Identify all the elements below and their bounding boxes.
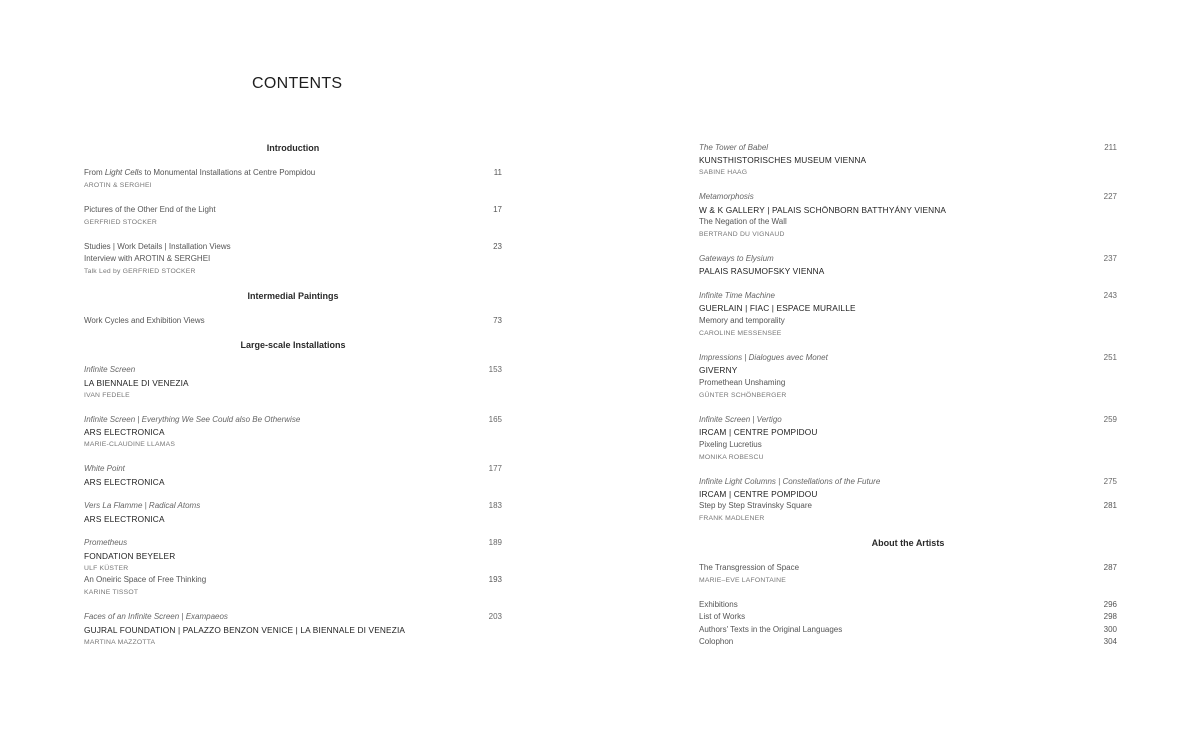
toc-entry[interactable] [84,464,502,474]
page-number: 153 [488,365,502,374]
entry-author: MARIE–EVE LAFONTAINE [699,577,786,584]
page-number: 17 [493,205,502,214]
entry-venue: GUERLAIN | FIAC | ESPACE MURAILLE [699,303,856,313]
entry-venue: LA BIENNALE DI VENEZIA [84,378,189,388]
entry-author: IVAN FEDELE [84,392,130,399]
entry-title: From Light Cells to Monumental Installations at Centre Pompidou [84,168,316,177]
toc-entry[interactable] [699,612,1117,622]
entry-title: Gateways to Elysium [699,254,774,263]
entry-title: Infinite Screen | Vertigo [699,415,782,424]
toc-entry[interactable] [699,192,1117,202]
entry-author: SABINE HAAG [699,169,748,176]
toc-entry[interactable] [699,563,1117,573]
page-number: 165 [488,415,502,424]
page-number: 296 [1103,600,1117,609]
entry-title: Exhibitions [699,600,738,609]
entry-subtitle: Promethean Unshaming [699,378,786,387]
toc-entry[interactable] [84,538,502,548]
page-number: 287 [1103,563,1117,572]
entry-title: Colophon [699,637,734,646]
page-number: 23 [493,242,502,251]
toc-entry[interactable] [699,637,1117,647]
page-number: 73 [493,316,502,325]
entry-title: List of Works [699,612,746,621]
page-number: 300 [1103,625,1117,634]
entry-title: Metamorphosis [699,192,754,201]
entry-venue: KUNSTHISTORISCHES MUSEUM VIENNA [699,155,867,165]
toc-entry[interactable] [699,254,1117,264]
entry-title: Step by Step Stravinsky Square [699,501,812,510]
entry-title: Vers La Flamme | Radical Atoms [84,501,201,510]
entry-title: The Transgression of Space [699,563,800,572]
toc-entry[interactable] [84,365,502,375]
entry-venue: FONDATION BEYELER [84,551,176,561]
entry-title: Studies | Work Details | Installation Views [84,242,231,251]
entry-title: White Point [84,464,125,473]
entry-venue: PALAIS RASUMOFSKY VIENNA [699,266,825,276]
entry-title: Work Cycles and Exhibition Views [84,316,205,325]
entry-author: FRANK MADLENER [699,515,765,522]
entry-author: KARINE TISSOT [84,589,139,596]
entry-title: Infinite Screen | Everything We See Could also Be Otherwise [84,415,301,424]
entry-subtitle: Interview with AROTIN & SERGHEI [84,254,211,263]
page-number: 211 [1104,143,1117,152]
page-number: 304 [1103,637,1117,646]
page-number: 227 [1103,192,1117,201]
page-number: 193 [488,575,502,584]
entry-title: Infinite Light Columns | Constellations of the Future [699,477,881,486]
page-number: 259 [1103,415,1117,424]
entry-title: An Oneiric Space of Free Thinking [84,575,207,584]
entry-venue: W & K GALLERY | PALAIS SCHÖNBORN BATTHYÁNY VIENNA [699,205,947,215]
toc-entry[interactable] [699,291,1117,301]
entry-title: Pictures of the Other End of the Light [84,205,216,214]
entry-venue: ARS ELECTRONICA [84,514,165,524]
section-heading-about-the-artists: About the Artists [871,538,945,548]
entry-author: CAROLINE MESSENSEE [699,330,782,337]
toc-entry[interactable] [699,477,1117,487]
page-number: 275 [1103,477,1117,486]
entry-author: MARTINA MAZZOTTA [84,639,156,646]
page-number: 203 [488,612,502,621]
section-heading-introduction: Introduction [266,143,320,153]
entry-author: AROTIN & SERGHEI [84,182,152,189]
entry-venue: GUJRAL FOUNDATION | PALAZZO BENZON VENICE | LA BIENNALE DI VENEZIA [84,625,406,635]
entry-venue: GIVERNY [699,365,738,375]
entry-title: Prometheus [84,538,128,547]
entry-subtitle: Memory and temporality [699,316,785,325]
entry-title: Infinite Time Machine [699,291,775,300]
toc-entry[interactable] [84,501,502,511]
page-number: 177 [488,464,502,473]
entry-author: Talk Led by GERFRIED STOCKER [84,268,196,275]
entry-author: GERFRIED STOCKER [84,219,157,226]
toc-entry[interactable] [84,415,502,425]
toc-entry[interactable] [699,501,1117,511]
entry-author: MONIKA ROBESCU [699,454,764,461]
toc-entry[interactable] [84,168,502,178]
toc-entry[interactable] [84,575,502,585]
entry-venue: ARS ELECTRONICA [84,427,165,437]
entry-title: The Tower of Babel [699,143,769,152]
entry-title: Faces of an Infinite Screen | Exampaeos [84,612,228,621]
entry-author: GÜNTER SCHÖNBERGER [699,392,787,399]
toc-entry[interactable] [84,242,502,252]
entry-venue: ARS ELECTRONICA [84,477,165,487]
toc-entry[interactable] [699,143,1117,153]
entry-author: BERTRAND DU VIGNAUD [699,231,785,238]
entry-subtitle: The Negation of the Wall [699,217,787,226]
entry-title: Authors' Texts in the Original Languages [699,625,843,634]
page-number: 11 [493,168,502,177]
entry-subtitle: Pixeling Lucretius [699,440,762,449]
entry-venue: IRCAM | CENTRE POMPIDOU [699,489,818,499]
page-number: 251 [1103,353,1117,362]
toc-entry[interactable] [699,353,1117,363]
page-number: 237 [1103,254,1117,263]
entry-title: Impressions | Dialogues avec Monet [699,353,828,362]
page-number: 183 [488,501,502,510]
toc-entry[interactable] [84,205,502,215]
entry-title: Infinite Screen [84,365,136,374]
toc-entry[interactable] [84,316,502,326]
toc-entry[interactable] [699,415,1117,425]
section-heading-large-scale-installations: Large-scale Installations [240,340,346,350]
toc-entry[interactable] [699,625,1117,635]
page-number: 189 [488,538,502,547]
toc-entry[interactable] [699,600,1117,610]
toc-entry[interactable] [84,612,502,622]
page-number: 243 [1103,291,1117,300]
entry-author: ULF KÜSTER [84,565,129,572]
entry-venue: IRCAM | CENTRE POMPIDOU [699,427,818,437]
section-heading-intermedial-paintings: Intermedial Paintings [247,291,339,301]
page-title: CONTENTS [252,75,343,92]
page-number: 298 [1103,612,1117,621]
page-number: 281 [1103,501,1117,510]
entry-author: MARIE-CLAUDINE LLAMAS [84,441,176,448]
